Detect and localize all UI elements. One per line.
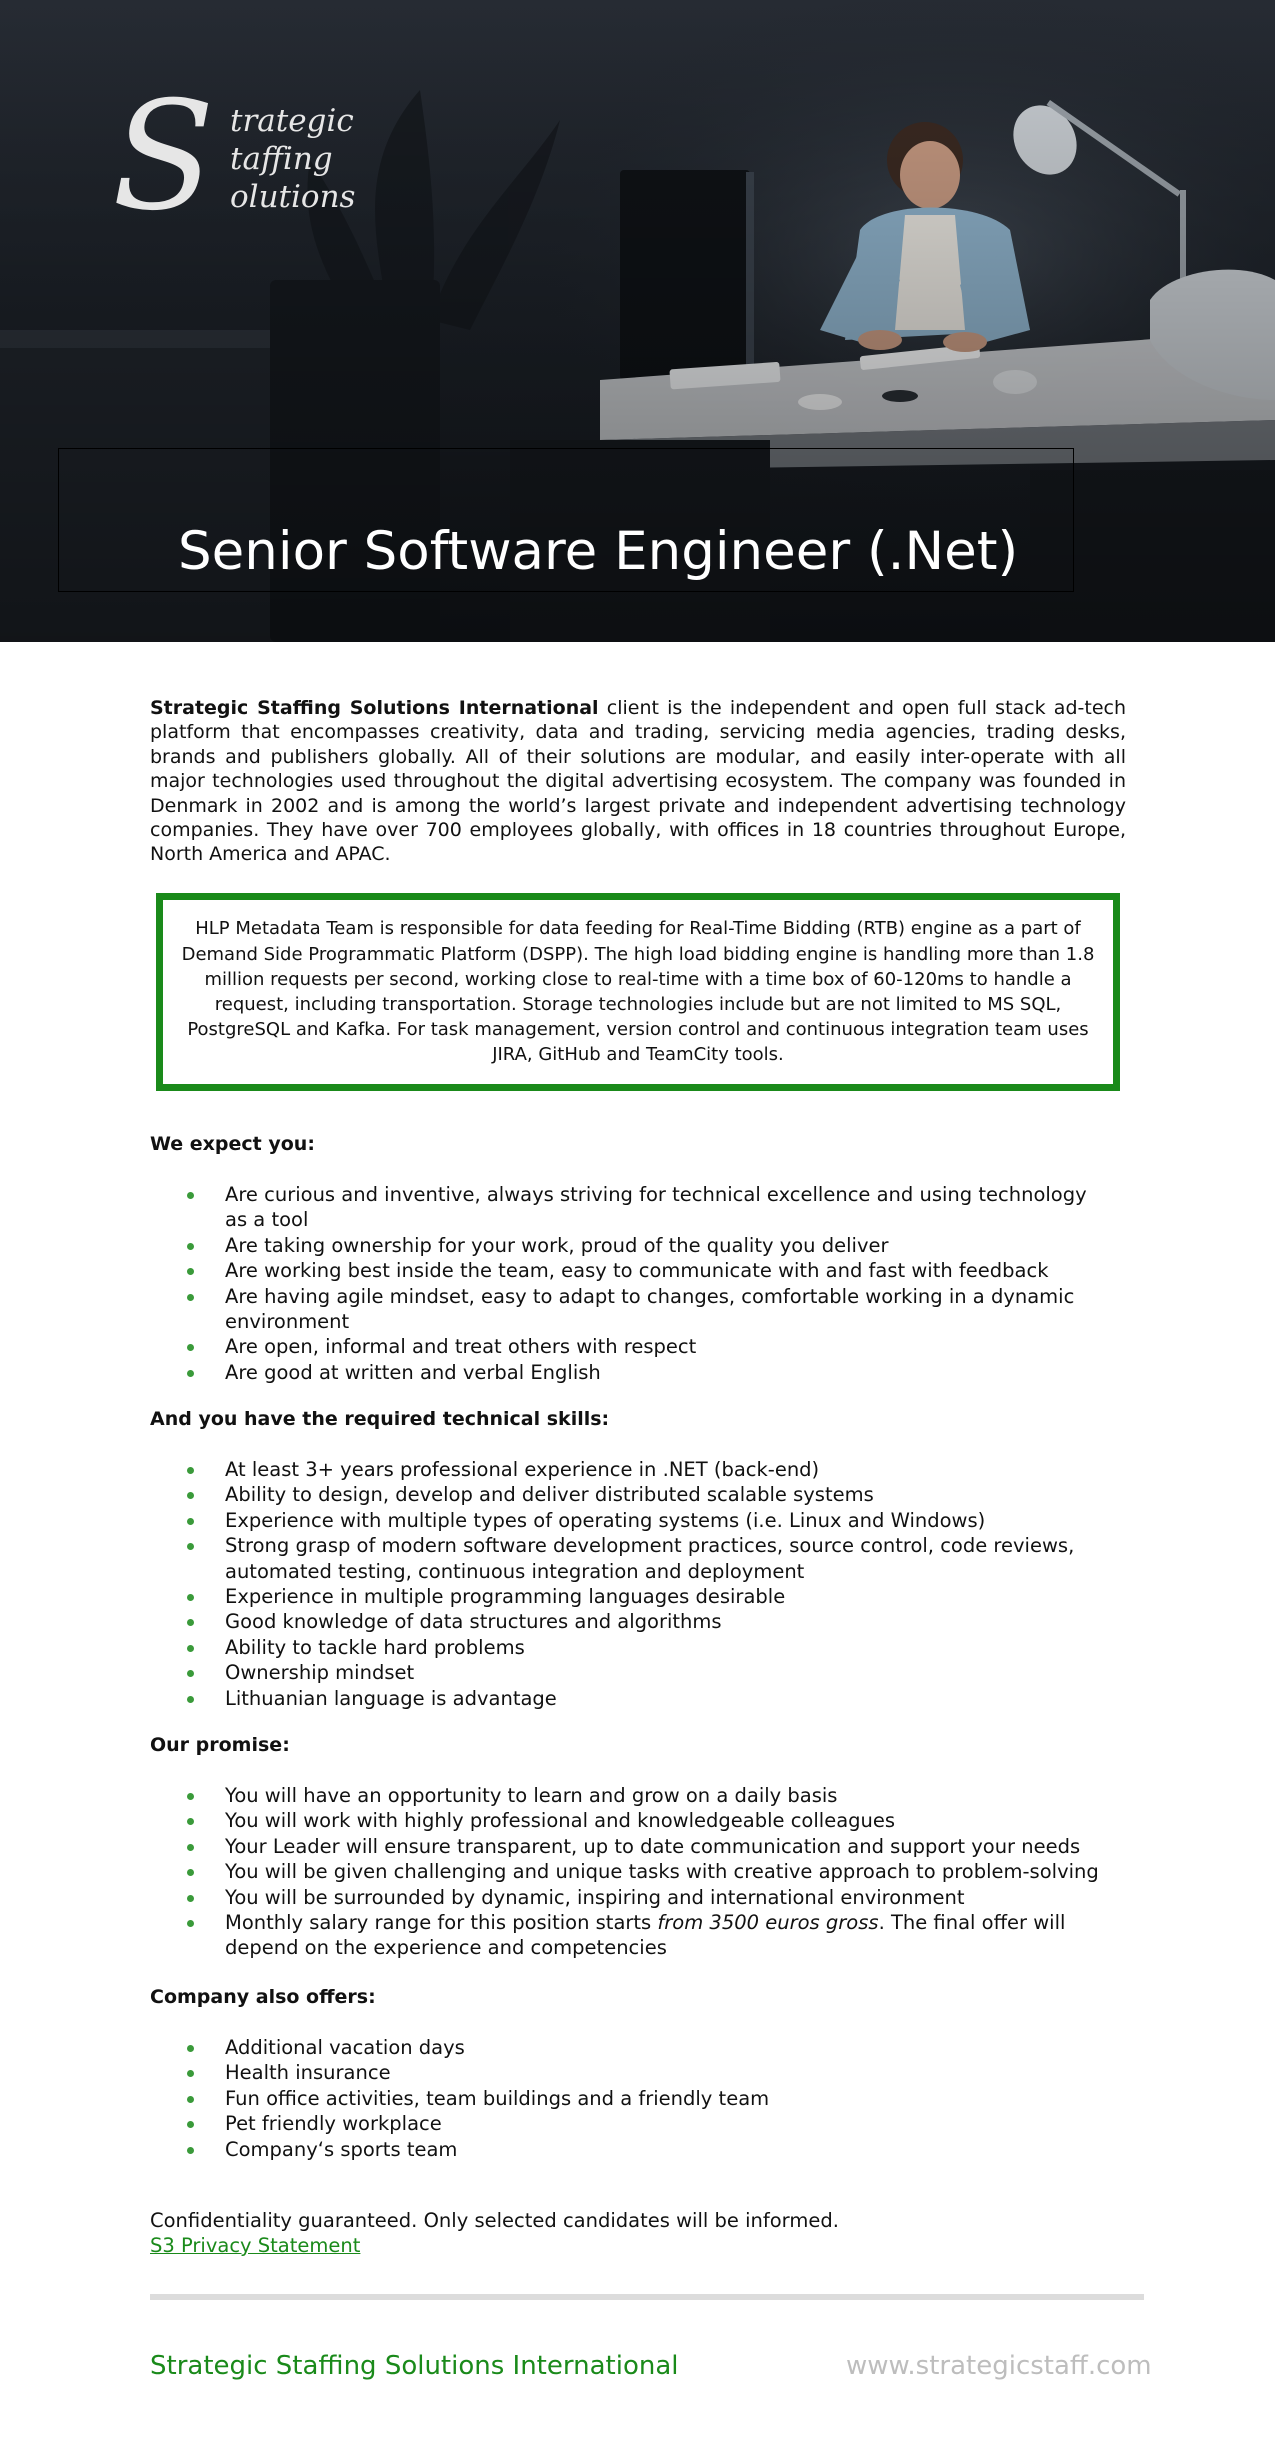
intro-paragraph [150, 696, 1126, 867]
section-title-expect: We expect you: [150, 1133, 315, 1155]
list-item: Ability to tackle hard problems [150, 1635, 1100, 1660]
bullet-icon [187, 2070, 194, 2077]
bullet-icon [187, 1370, 194, 1377]
bullet-icon [187, 1869, 194, 1876]
bullet-icon [187, 1543, 194, 1550]
list-item: Pet friendly workplace [150, 2111, 1100, 2136]
footer-divider [150, 2294, 1144, 2300]
list-item: Company‘s sports team [150, 2137, 1100, 2162]
bullet-icon [187, 1696, 194, 1703]
logo-monogram: S [112, 70, 215, 244]
bullet-icon [187, 1294, 194, 1301]
bullet-icon [187, 1895, 194, 1902]
logo-word: trategic [230, 103, 354, 139]
section-title-promise: Our promise: [150, 1734, 290, 1756]
bullet-icon [187, 1268, 194, 1275]
bullet-icon [187, 2147, 194, 2154]
list-item: Ownership mindset [150, 1660, 1100, 1685]
intro-text: client is the independent and open full stack ad-tech platform that encompasses creativity, data and trading, servicing media agencies, trading desks, brands and publishers globally. All of their solutions are modular, and easily inter-operate with all major technologies used throughout the digital advertising ecosystem. The company was founded in Denmark in 2002 and is among the world’s largest private and independent advertising technology companies. They have over 700 employees globally, with offices in 18 countries throughout Europe, North America and APAC. [150, 697, 1126, 866]
list-item: Your Leader will ensure transparent, up to date communication and support your needs [150, 1834, 1100, 1859]
bullet-icon [187, 1594, 194, 1601]
bullet-icon [187, 1243, 194, 1250]
bullet-icon [187, 1467, 194, 1474]
bullet-icon [187, 1818, 194, 1825]
team-callout-text: HLP Metadata Team is responsible for data feeding for Real-Time Bidding (RTB) engine as a part of Demand Side Programmatic Platform (DSPP). The high load bidding engine is handling more than 1.8 million requests per second, working close to real-time with a time box of 60-120ms to handle a request, including transportation. Storage technologies include but are not limited to MS SQL, PostgreSQL and Kafka. For task management, version control and continuous integration team uses JIRA, GitHub and TeamCity tools. [181, 918, 1095, 1066]
privacy-statement-link[interactable]: S3 Privacy Statement [150, 2234, 361, 2257]
bullet-icon [187, 1920, 194, 1927]
list-item: Additional vacation days [150, 2035, 1100, 2060]
list-item: Experience in multiple programming languages desirable [150, 1584, 1100, 1609]
logo-word: taffing [230, 141, 333, 177]
list-item: You will work with highly professional and knowledgeable colleagues [150, 1808, 1100, 1833]
list-item: Lithuanian language is advantage [150, 1686, 1100, 1711]
list-item: Good knowledge of data structures and algorithms [150, 1609, 1100, 1634]
bullet-icon [187, 1844, 194, 1851]
section-title-offers: Company also offers: [150, 1986, 376, 2008]
hero-banner [0, 0, 1275, 642]
bullet-icon [187, 2045, 194, 2052]
list-item: Strong grasp of modern software development practices, source control, code reviews, automated testing, continuous integration and deployment [150, 1533, 1100, 1584]
list-item: Health insurance [150, 2060, 1100, 2085]
logo-word: olutions [230, 179, 356, 215]
section-title-skills: And you have the required technical skills: [150, 1408, 610, 1430]
list-item: Are open, informal and treat others with respect [150, 1334, 1100, 1359]
company-logo [112, 70, 356, 246]
list-item: Are good at written and verbal English [150, 1360, 1100, 1385]
bullet-icon [187, 1492, 194, 1499]
bullet-icon [187, 1670, 194, 1677]
bullet-icon [187, 1192, 194, 1199]
list-item: You will have an opportunity to learn and grow on a daily basis [150, 1783, 1100, 1808]
team-callout-box [156, 893, 1120, 1091]
footer-website: www.strategicstaff.com [846, 2351, 1152, 2381]
list-item: Are taking ownership for your work, proud of the quality you deliver [150, 1233, 1100, 1258]
list-item: At least 3+ years professional experience in .NET (back-end) [150, 1457, 1100, 1482]
job-title: Senior Software Engineer (.Net) [178, 521, 1019, 582]
skills-list [150, 1457, 1100, 1711]
list-item: Experience with multiple types of operating systems (i.e. Linux and Windows) [150, 1508, 1100, 1533]
bullet-icon [187, 1619, 194, 1626]
offers-list [150, 2035, 1100, 2162]
bullet-icon [187, 2096, 194, 2103]
confidentiality-note: Confidentiality guaranteed. Only selected candidates will be informed. [150, 2209, 839, 2232]
list-item: Monthly salary range for this position starts from 3500 euros gross. The final offer will depend on the experience and competencies [150, 1910, 1100, 1961]
bullet-icon [187, 1518, 194, 1525]
bullet-icon [187, 1793, 194, 1800]
bullet-icon [187, 1645, 194, 1652]
footer-company-name: Strategic Staffing Solutions International [150, 2351, 679, 2381]
promise-list [150, 1783, 1100, 1961]
bullet-icon [187, 1344, 194, 1351]
expect-list [150, 1182, 1100, 1385]
list-item: You will be surrounded by dynamic, inspiring and international environment [150, 1885, 1100, 1910]
list-item: Fun office activities, team buildings and a friendly team [150, 2086, 1100, 2111]
salary-emphasis: from 3500 euros gross [657, 1911, 879, 1935]
intro-company-name: Strategic Staffing Solutions International [150, 697, 599, 719]
logo-wordmark [230, 102, 355, 216]
bullet-icon [187, 2121, 194, 2128]
list-item: Are having agile mindset, easy to adapt to changes, comfortable working in a dynamic environment [150, 1284, 1100, 1335]
list-item: Are working best inside the team, easy to communicate with and fast with feedback [150, 1258, 1100, 1283]
list-item: Ability to design, develop and deliver distributed scalable systems [150, 1482, 1100, 1507]
list-item: You will be given challenging and unique tasks with creative approach to problem-solving [150, 1859, 1100, 1884]
list-item: Are curious and inventive, always striving for technical excellence and using technology as a tool [150, 1182, 1100, 1233]
